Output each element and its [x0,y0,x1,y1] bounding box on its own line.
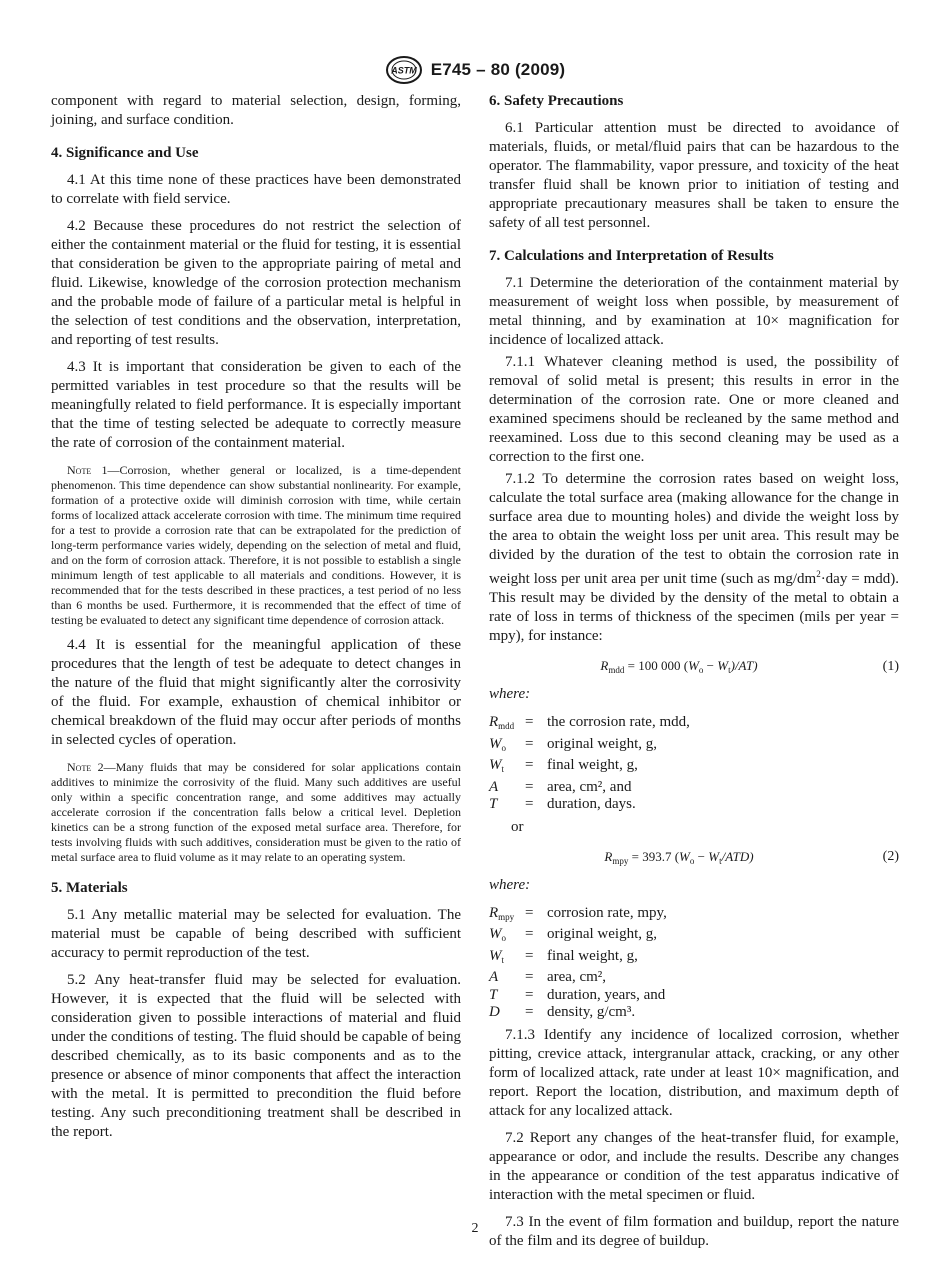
paragraph-4-4: 4.4 It is essential for the meaningful application of these procedures that the length of test be adequate to detect changes in the nature of the fluid that might significantly alter the corrosivity of the fluid. For example, exhaustion of chemical inhibitor or chemical breakdown of the fluid may occur after periods of months in selected cycles of operation. [51,637,461,748]
astm-logo-icon [385,55,423,85]
definition-description: original weight, g, [547,735,657,752]
definition-symbol: T [489,986,498,1003]
definition-equals: = [525,1004,534,1020]
equation-1-body: $R_{mdd} = 100$ 000 $(W_o - W_t)/AT$) [600,658,758,675]
right-column [489,92,899,1251]
section-7-heading: 7. Calculations and Interpretation of Results [489,248,774,264]
paragraph-4-2: 4.2 Because these procedures do not restrict the selection of either the containment material or the fluid for testing, it is essential that consideration be given to the appropriate pairing of metal and fluid. Likewise, knowledge of the corrosion protection mechanism and the probable mode of failure of a particular metal is helpful in the selection of test conditions and the observation, interpretation, and reporting of test results. [51,218,461,348]
paragraph-5-1: 5.1 Any metallic material may be selected for evaluation. The material must be capable of being described with sufficient accuracy to permit reproduction of the test. [51,907,461,961]
definition-row [489,779,690,797]
equation-1 [489,658,899,675]
equation-2-body: $R_{mpy} = 393.7$ $(W_o - W_t/ATD)$ [604,848,754,866]
continued-paragraph: component with regard to material selection, design, forming, joining, and surface condition. [51,93,461,128]
definition-description: original weight, g, [547,926,657,942]
note-2-label: Note 2 [67,760,104,774]
paragraph-7-1: 7.1 Determine the deterioration of the containment material by measurement of weight loss when possible, by measurement of metal thinning, and by examination at 10× magnification for incidence of localized attack. [489,275,899,348]
definition-equals: = [525,926,534,942]
definition-description: duration, years, and [547,986,666,1003]
definition-equals: = [525,969,534,985]
note-1-text: —Corrosion, whether general or localized, is a time-dependent phenomenon. This time dependence can show substantial nonlinearity. For example, formation of a protective oxide will diminish corrosion with time, while certain forms of localized attack accelerate corrosion with time. The minimum time required for a test to provide a corrosion rate that can be extrapolated for the prediction of long-term performance varies widely, depending on the selection of metal and fluid, and on the form of corrosion attack. Therefore, it is not possible to establish a single minimum length of test applicable to all materials and conditions. However, it is recommended that for the tests described in these practices, a test period of no less than 6 months be used. Furthermore, it is recommended that the effect of time of testing be evaluated to detect any significant time dependence of corrosion attack. [51,463,462,627]
definition-row [489,905,667,927]
paragraph-4-1: 4.1 At this time none of these practices have been demonstrated to correlate with field service. [51,172,461,207]
where-label-2: where: [489,876,531,893]
definition-description: duration, days. [547,796,636,812]
definition-description: density, g/cm³. [547,1004,636,1020]
definition-row [489,736,690,758]
definition-description: area, cm², [547,969,607,985]
left-column [51,92,461,1142]
paragraph-7-1-2-part-b: ·day = mdd). This result may be divided by the density of the metal to obtain a rate of loss in terms of thickness of the specimen (mils per year = mpy), for instance: [489,571,899,644]
definition-symbol: $W_t$ [489,757,505,774]
paragraph-7-2: 7.2 Report any changes of the heat-transfer fluid, for example, appearance or odor, and include the results. Describe any changes in the appearance or condition of the test apparatus indicative of interaction with the metal specimen or fluid. [489,1129,899,1203]
definition-symbol: $W_o$ [489,735,506,753]
definition-row [489,714,690,736]
page-number: 2 [471,1221,479,1236]
paragraph-4-3: 4.3 It is important that consideration be given to each of the permitted variables in test procedure so that the results will be meaningfully related to field performance. It is especially important that the time of testing selected be adequate to correctly measure the rate of corrosion of the containment material. [51,359,461,451]
variable-definitions-2 [489,905,667,1022]
paragraph-7-1-2-part-a: 7.1.2 To determine the corrosion rates based on weight loss, calculate the total surface area (making allowance for the change in surface area due to mounting holes) and divide the weight loss by the area to obtain the weight loss per unit area. This result may be divided by the duration of the test to obtain the corrosion rate in weight loss per unit area per unit time (such as mg/dm [489,471,899,587]
definition-symbol: A [489,778,499,795]
definition-equals: = [525,986,534,1003]
definition-equals: = [525,714,534,730]
where-label-1: where: [489,686,531,702]
definition-row [489,926,667,948]
paragraph-7-1-2 [489,470,899,646]
definition-equals: = [525,904,534,921]
superscript-2: 2 [816,569,821,579]
definition-equals: = [525,735,534,752]
definition-symbol: $W_o$ [489,926,506,943]
paragraph-7-3: 7.3 In the event of film formation and buildup, report the nature of the film and its degree of buildup. [489,1213,899,1249]
definition-equals: = [525,796,534,812]
equation-1-number: (1) [882,658,899,674]
paragraph-6-1: 6.1 Particular attention must be directed to avoidance of materials, fluids, or metal/fluid pairs that can be hazardous to the operator. The flammability, vapor pressure, and toxicity of the heat transfer fluid shall be known prior to initiation of testing and appropriate precautionary measures shall be taken to ensure the safety of all test personnel. [489,120,899,231]
paragraph-5-2: 5.2 Any heat-transfer fluid may be selected for evaluation. However, it is expected that the fluid will be selected with consideration given to possible interactions of material and fluid under the conditions of testing. The fluid should be capable of being described chemically, as to its basic components and as to the presence or absence of minor components that affect the interaction with the metal. It is permitted to precondition the fluid before testing. Any such preconditioning treatment shall be described in the report. [51,972,461,1140]
note-1 [51,463,461,628]
definition-description: final weight, g, [547,947,638,964]
definition-symbol: D [489,1004,500,1020]
definition-row [489,757,690,779]
page-header [0,55,950,85]
definition-description: the corrosion rate, mdd, [547,714,690,730]
definition-symbol: $W_t$ [489,947,505,965]
section-4-heading: 4. Significance and Use [51,145,199,161]
document-designation: E745 – 80 (2009) [430,60,566,79]
note-2-text: —Many fluids that may be considered for solar applications contain additives to minimize the corrosivity of the fluid. Many such additives are useful only within a specific concentration range, and some additives may actually accelerate corrosion if the concentration falls below a critical level. Depletion kinetics can be a strong function of the exposed metal surface area. Therefore, for tests involving fluids with such additives, consideration must be given to the ratio of metal surface area to fluid volume as it may relate to an operating system. [51,760,461,864]
definition-row [489,948,667,970]
equation-2 [489,849,899,866]
svg-text:ASTM: ASTM [390,65,417,76]
equation-2-number: (2) [882,849,899,864]
definition-equals: = [525,947,534,964]
or-label: or [511,818,524,835]
definition-equals: = [525,757,534,773]
definition-row [489,1004,667,1022]
definition-row [489,796,690,814]
definition-description: final weight, g, [547,757,638,773]
note-2 [51,760,461,865]
section-6-heading: 6. Safety Precautions [489,93,624,109]
definition-equals: = [525,778,534,795]
variable-definitions-1 [489,714,690,814]
definition-symbol: T [489,796,498,812]
note-1-label: Note 1 [67,463,108,477]
definition-description: corrosion rate, mpy, [547,904,667,921]
definition-row [489,987,667,1005]
definition-symbol: A [489,969,499,985]
definition-symbol: $R_{mpy}$ [489,904,515,922]
definition-row [489,969,667,987]
definition-description: area, cm², and [547,778,632,795]
section-5-heading: 5. Materials [51,880,128,896]
paragraph-7-1-3: 7.1.3 Identify any incidence of localized corrosion, whether pitting, crevice attack, intergranular attack, cracking, or any other form of localized attack, rate under at least 10× magnification, and report. Report the location, distribution, and maximum depth of attack for any localized attack. [489,1026,899,1119]
definition-symbol: $R_{mdd}$ [489,714,515,731]
paragraph-7-1-1: 7.1.1 Whatever cleaning method is used, the possibility of removal of solid metal is present; this results in error in the determination of the corrosion rate. One or more cleaned and examined specimens should be recleaned by the same method and reexamined. Loss due to this second cleaning may be used as a correction to the first one. [489,354,899,465]
